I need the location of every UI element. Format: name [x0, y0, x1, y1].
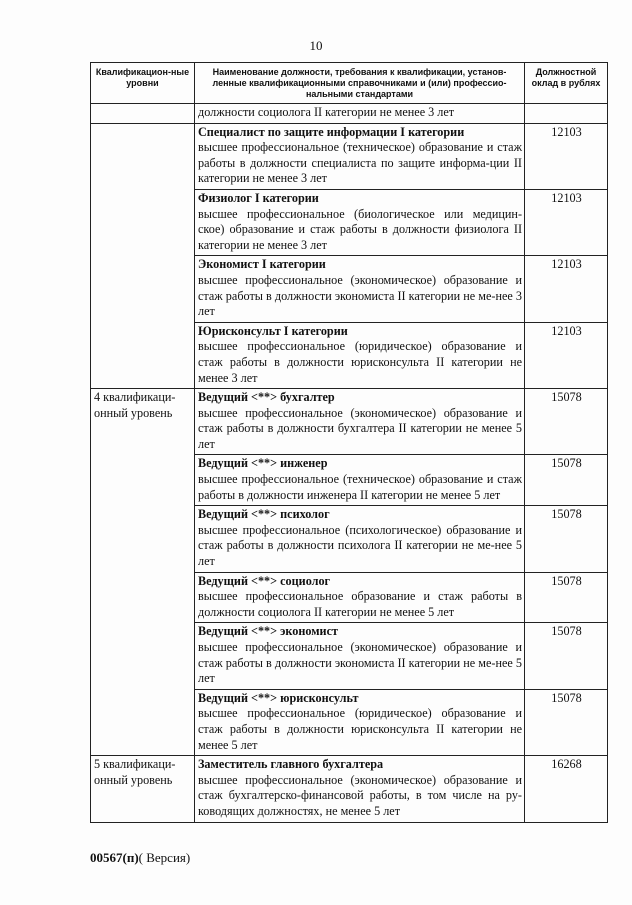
- salary-value: 15078: [525, 689, 608, 755]
- qualification-table: [90, 62, 608, 823]
- position-requirements: высшее профессиональное (техническое) образование и стаж работы в должности инженера II категории не менее 5 лет: [198, 472, 522, 502]
- continuation-salary-cell: [525, 104, 608, 124]
- position-requirements: высшее профессиональное (экономическое) образование и стаж работы в должности экономиста II категории не ме-нее 5 лет: [198, 640, 522, 686]
- salary-value: 12103: [525, 322, 608, 388]
- table-header-row: [91, 63, 608, 104]
- header-salary: Должностной оклад в рублях: [525, 63, 608, 104]
- position-title: Юрисконсульт I категории: [198, 323, 348, 338]
- position-cell: [195, 455, 525, 506]
- position-requirements: высшее профессиональное (психологическое) образование и стаж работы в должности психолога II категории не ме-нее 5 лет: [198, 522, 522, 569]
- position-cell: [195, 189, 525, 255]
- continuation-text: должности социолога II категории не менее 3 лет: [195, 104, 525, 124]
- continuation-row: [91, 104, 608, 124]
- position-title: Физиолог I категории: [198, 190, 319, 205]
- position-title: Ведущий <**> юрисконсульт: [198, 690, 359, 705]
- position-title: Специалист по защите информации I категории: [198, 124, 465, 139]
- position-cell: [195, 256, 525, 322]
- position-title: Ведущий <**> инженер: [198, 456, 328, 471]
- position-title: Ведущий <**> бухгалтер: [198, 390, 335, 405]
- salary-value: 15078: [525, 455, 608, 506]
- page-number: 10: [309, 38, 323, 53]
- position-requirements: высшее профессиональное образование и стаж работы в должности социолога II категории не менее 5 лет: [198, 589, 522, 619]
- position-title: Заместитель главного бухгалтера: [198, 757, 384, 772]
- position-cell: [195, 689, 525, 755]
- position-requirements: высшее профессиональное (экономическое) образование и стаж бухгалтерско-финансовой работы, в том числе на ру-ководящих должностях, не менее 5 лет: [198, 772, 522, 818]
- qualification-level: [91, 123, 195, 389]
- position-cell: [195, 623, 525, 689]
- position-cell: [195, 389, 525, 455]
- position-title: Ведущий <**> экономист: [198, 624, 338, 639]
- position-title: Ведущий <**> социолог: [198, 573, 331, 588]
- position-title: Экономист I категории: [198, 257, 326, 272]
- salary-value: 12103: [525, 256, 608, 322]
- salary-value: 15078: [525, 389, 608, 455]
- document-code: 00567(п): [90, 850, 139, 865]
- table-row: [91, 756, 608, 822]
- salary-value: 12103: [525, 189, 608, 255]
- qualification-level: 5 квалификаци-онный уровень: [91, 756, 195, 822]
- position-cell: [195, 506, 525, 572]
- document-footer: [90, 850, 190, 866]
- salary-value: 15078: [525, 506, 608, 572]
- salary-value: 15078: [525, 572, 608, 623]
- position-cell: [195, 123, 525, 189]
- position-requirements: высшее профессиональное (техническое) образование и стаж работы в должности специалиста по защите информа-ции II категории не менее 3 лет: [198, 140, 522, 186]
- header-position: Наименование должности, требования к квалификации, установ-ленные квалификационными справочниками и (или) профессио-нальными стандартами: [195, 63, 525, 104]
- qualification-level: 4 квалификаци-онный уровень: [91, 389, 195, 756]
- table-row: [91, 389, 608, 455]
- document-version: ( Версия): [138, 850, 191, 865]
- salary-value: 12103: [525, 123, 608, 189]
- table-row: [91, 123, 608, 189]
- position-requirements: высшее профессиональное (юридическое) образование и стаж работы в должности юрисконсульта II категории не менее 3 лет: [198, 339, 522, 385]
- position-requirements: высшее профессиональное (биологическое или медицин-ское) образование и стаж работы в должности физиолога II категории не менее 3 лет: [198, 206, 522, 252]
- salary-value: 16268: [525, 756, 608, 822]
- position-requirements: высшее профессиональное (экономическое) образование и стаж работы в должности бухгалтера II категории не менее 5 лет: [198, 405, 522, 451]
- header-levels: Квалификацион-ные уровни: [91, 63, 195, 104]
- position-requirements: высшее профессиональное (юридическое) образование и стаж работы в должности юрисконсульта II категории не менее 5 лет: [198, 706, 522, 752]
- position-cell: [195, 756, 525, 822]
- position-cell: [195, 572, 525, 623]
- continuation-level-cell: [91, 104, 195, 124]
- position-requirements: высшее профессиональное (экономическое) образование и стаж работы в должности экономиста II категории не ме-нее 3 лет: [198, 272, 522, 319]
- position-title: Ведущий <**> психолог: [198, 507, 330, 522]
- position-cell: [195, 322, 525, 388]
- salary-value: 15078: [525, 623, 608, 689]
